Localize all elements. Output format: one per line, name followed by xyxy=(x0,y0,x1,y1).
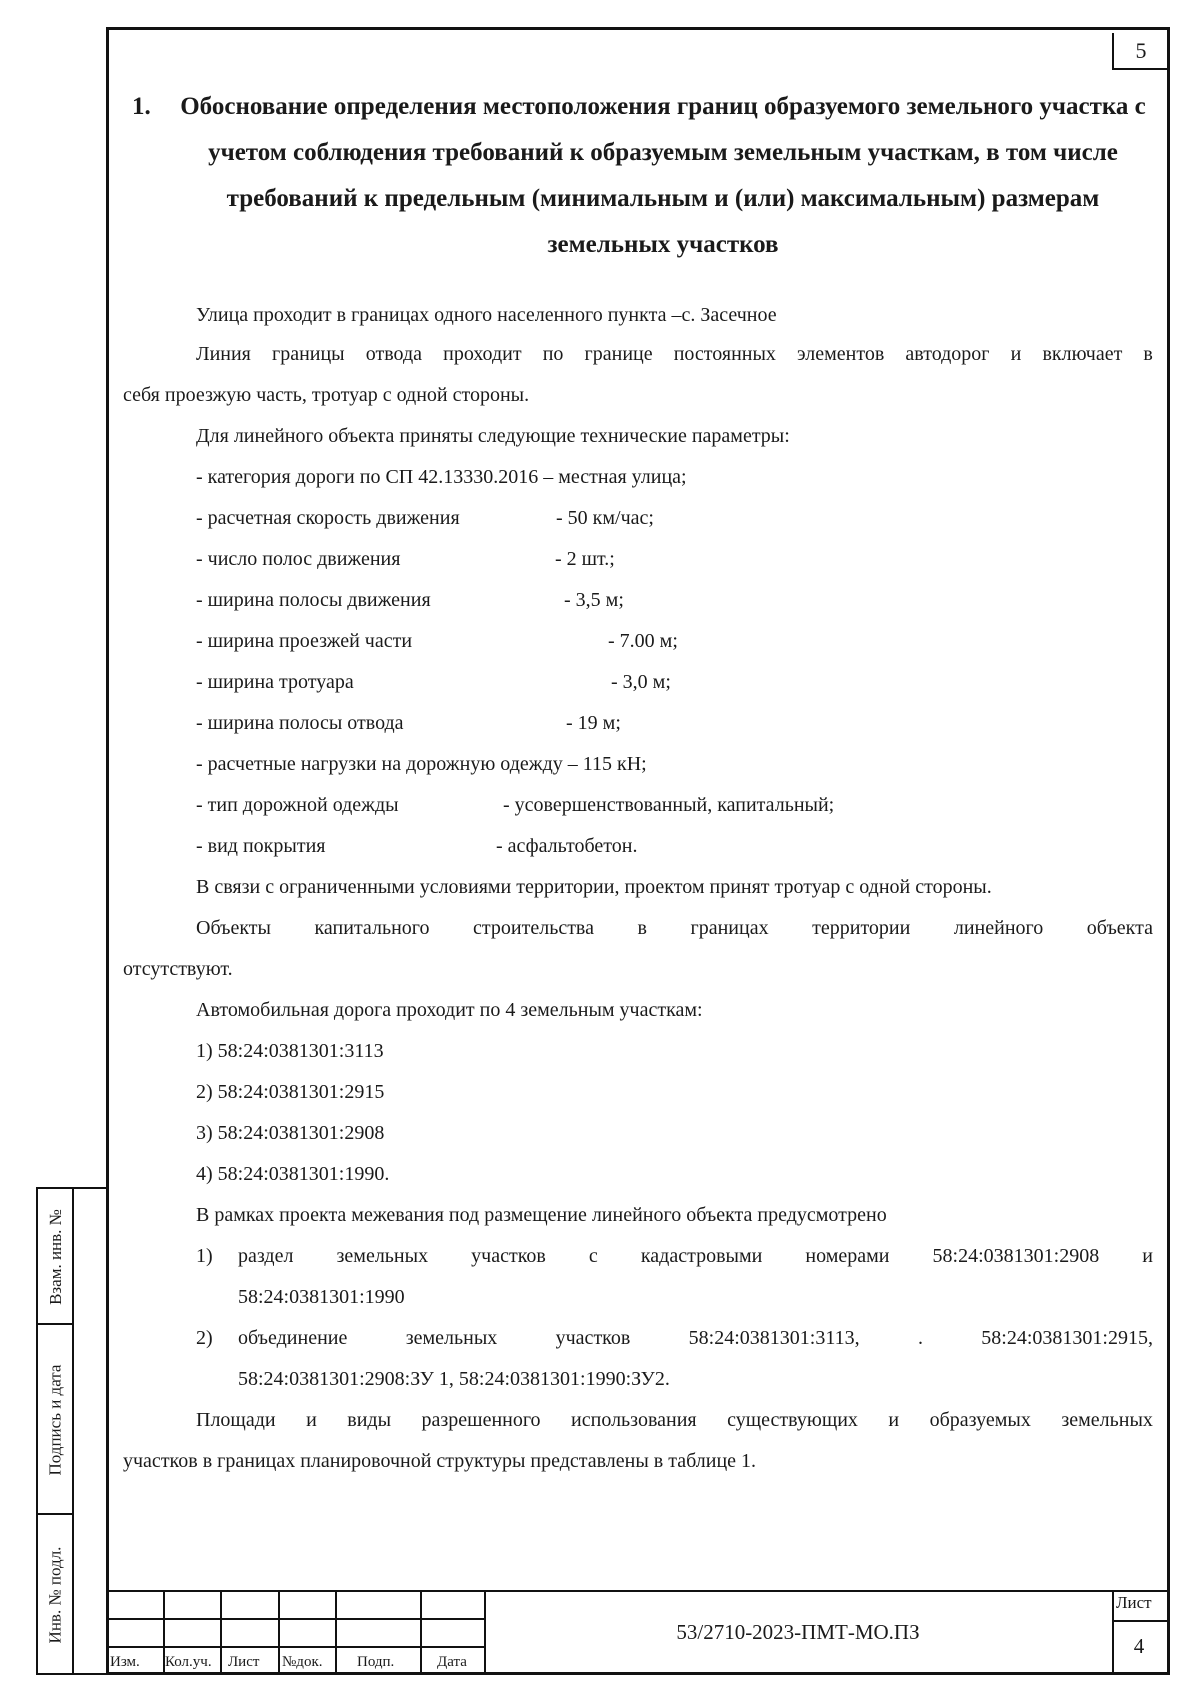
inv-label: Инв. № подл. xyxy=(45,1546,65,1644)
param-name: - тип дорожной одежды xyxy=(196,794,399,816)
param-name: - ширина полосы движения xyxy=(196,589,431,611)
paragraph: Автомобильная дорога проходит по 4 земельным участкам: xyxy=(196,999,703,1021)
paragraph-line: отсутствуют. xyxy=(123,958,233,980)
paragraph-line: участков в границах планировочной структуры представлены в таблице 1. xyxy=(123,1450,757,1472)
stamp-col-kolvo: Кол.уч. xyxy=(165,1654,212,1670)
document-code: 53/2710-2023-ПМТ-МО.ПЗ xyxy=(676,1620,920,1644)
list-item-line: 58:24:0381301:2908:ЗУ 1, 58:24:0381301:1990:ЗУ2. xyxy=(238,1368,670,1390)
stamp-line xyxy=(1112,1590,1114,1675)
param-name: - ширина проезжей части xyxy=(196,630,413,652)
param-value: - 7.00 м; xyxy=(608,630,678,652)
parcel-item: 1) 58:24:0381301:3113 xyxy=(196,1040,384,1062)
paragraph-line: Объекты капитального строительства в границах территории линейного объекта xyxy=(196,917,1153,939)
list-item-line: объединение земельных участков 58:24:0381301:3113, . 58:24:0381301:2915, xyxy=(238,1327,1153,1349)
title-block xyxy=(106,1590,1170,1675)
paragraph-line: Площади и виды разрешенного использования существующих и образуемых земельных xyxy=(196,1409,1153,1431)
section-heading xyxy=(118,84,1158,268)
vzam-label: Взам. инв. № xyxy=(45,1209,65,1305)
param-value: - 50 км/час; xyxy=(556,507,654,529)
stamp-line xyxy=(278,1590,280,1675)
list-number: 2) xyxy=(196,1327,213,1349)
param-value: - 3,0 м; xyxy=(611,671,671,693)
stamp-col-ndoc: №док. xyxy=(282,1654,323,1670)
list-item-line: 58:24:0381301:1990 xyxy=(238,1286,405,1308)
paragraph: - категория дороги по СП 42.13330.2016 – местная улица; xyxy=(196,466,687,488)
sheet-number: 4 xyxy=(1133,1634,1145,1658)
podpis-label: Подпись и дата xyxy=(45,1364,65,1476)
param-value: - 2 шт.; xyxy=(555,548,615,570)
paragraph: В рамках проекта межевания под размещение линейного объекта предусмотрено xyxy=(196,1204,887,1226)
param-value: - 3,5 м; xyxy=(564,589,624,611)
stamp-line xyxy=(106,1590,1170,1592)
side-strip xyxy=(36,1187,106,1675)
paragraph-line: себя проезжую часть, тротуар с одной стороны. xyxy=(123,384,530,406)
sheet-label: Лист xyxy=(1116,1593,1152,1612)
param-name: - ширина полосы отвода xyxy=(196,712,404,734)
stamp-line xyxy=(420,1590,422,1675)
stamp-col-izm: Изм. xyxy=(110,1654,140,1670)
parcel-item: 2) 58:24:0381301:2915 xyxy=(196,1081,385,1103)
paragraph-line: Линия границы отвода проходит по границе постоянных элементов автодорог и включает в xyxy=(196,343,1153,365)
param-name: - число полос движения xyxy=(196,548,401,570)
param-name: - расчетная скорость движения xyxy=(196,507,460,529)
parcel-item: 3) 58:24:0381301:2908 xyxy=(196,1122,385,1144)
list-number: 1) xyxy=(196,1245,213,1267)
param-name: - ширина тротуара xyxy=(196,671,354,693)
stamp-line xyxy=(220,1590,222,1675)
stamp-line xyxy=(1112,1620,1170,1622)
section-title: Обоснование определения местоположения границ образуемого земельного участка с учетом соблюдения требований к образуемым земельным участкам, в том числе требований к предельным (минимальным и (или) максимальным) размерам земельных участков xyxy=(180,93,1146,258)
stamp-col-podp: Подп. xyxy=(357,1654,395,1670)
paragraph: Для линейного объекта приняты следующие технические параметры: xyxy=(196,425,790,447)
list-item-line: раздел земельных участков с кадастровыми номерами 58:24:0381301:2908 и xyxy=(238,1245,1153,1267)
page-number: 5 xyxy=(1112,33,1168,70)
stamp-col-list: Лист xyxy=(228,1654,260,1670)
stamp-col-data: Дата xyxy=(437,1654,467,1670)
section-number: 1. xyxy=(132,93,151,120)
param-value: - 19 м; xyxy=(566,712,621,734)
parcel-item: 4) 58:24:0381301:1990. xyxy=(196,1163,390,1185)
param-value: - усовершенствованный, капитальный; xyxy=(503,794,835,816)
param-name: - вид покрытия xyxy=(196,835,326,857)
param-value: - асфальтобетон. xyxy=(496,835,638,857)
paragraph: Улица проходит в границах одного населенного пункта –с. Засечное xyxy=(196,304,777,326)
paragraph: В связи с ограниченными условиями территории, проектом принят тротуар с одной стороны. xyxy=(196,876,992,898)
paragraph: - расчетные нагрузки на дорожную одежду – 115 кН; xyxy=(196,753,647,775)
stamp-line xyxy=(335,1590,337,1675)
